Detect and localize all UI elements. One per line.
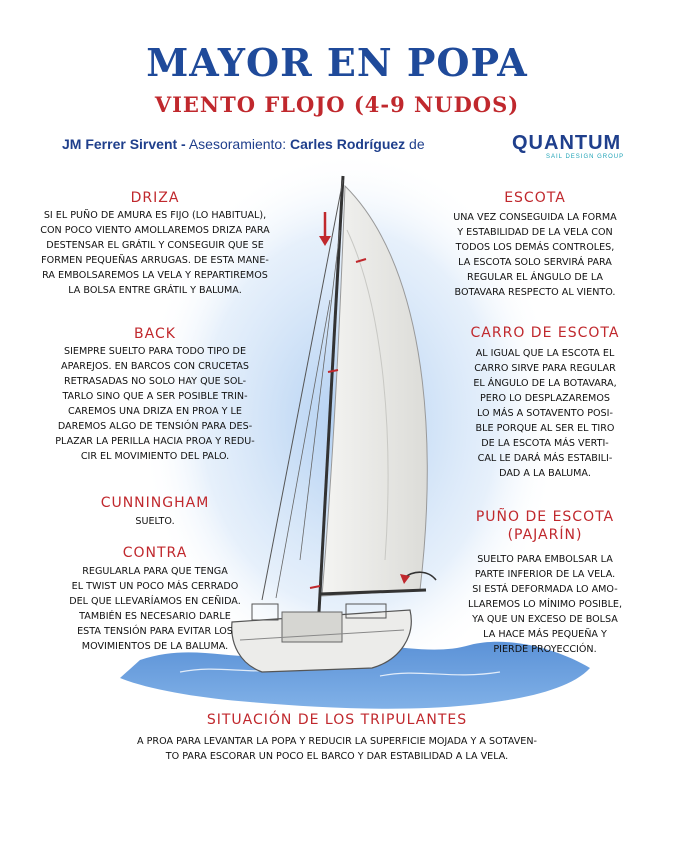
connector-text: de — [409, 136, 425, 152]
escota-body: UNA VEZ CONSEGUIDA LA FORMA Y ESTABILIDAD DE LA VELA CON TODOS LOS DEMÁS CONTROLES, LA ESCOTA SOLO SERVIRÁ PARA REGULAR EL ÁNGULO DE LA BOTAVARA RESPECTO AL VIENTO. — [453, 212, 617, 298]
driza-body: SI EL PUÑO DE AMURA ES FIJO (LO HABITUAL), CON POCO VIENTO AMOLLAREMOS DRIZA PARA DESTENSAR EL GRÁTIL Y CONSEGUIR QUE SE FORMEN PEQUEÑAS ARRUGAS. DE ESTA MANE- RA EMBOLSAREMOS LA VELA Y REPARTIREMOS LA BOLSA ENTRE GRÁTIL Y BALUMA. — [40, 210, 270, 296]
quantum-logo — [484, 128, 634, 168]
credits-line — [62, 136, 425, 152]
cockpit — [282, 612, 342, 642]
back-body: SIEMPRE SUELTO PARA TODO TIPO DE APAREJOS. EN BARCOS CON CRUCETAS RETRASADAS NO SOLO HAY QUE SOL- TARLO SINO QUE A SER POSIBLE TRIN- CAREMOS UNA DRIZA EN PROA Y LE DAREMOS ALGO DE TENSIÓN PARA DES- PLAZAR LA PERILLA HACIA PROA Y REDU- CIR EL MOVIMIENTO DEL PALO. — [55, 346, 255, 462]
advisor-name: Carles Rodríguez — [290, 136, 406, 152]
contra-title: CONTRA — [122, 545, 188, 561]
back-title: BACK — [134, 326, 176, 342]
logo-tagline: SAIL DESIGN GROUP — [546, 154, 625, 160]
page-title: MAYOR EN POPA — [146, 40, 528, 85]
tripulantes-title: SITUACIÓN DE LOS TRIPULANTES — [206, 712, 468, 728]
tripulantes-body: A PROA PARA LEVANTAR LA POPA Y REDUCIR LA SUPERFICIE MOJADA Y A SOTAVEN- TO PARA ESCORAR UN POCO EL BARCO Y DAR ESTABILIDAD A LA VELA. — [137, 736, 537, 762]
escota-title: ESCOTA — [504, 190, 566, 206]
author-name: JM Ferrer Sirvent - — [62, 136, 186, 152]
cunningham-body: SUELTO. — [135, 516, 175, 527]
page-subtitle: VIENTO FLOJO (4-9 NUDOS) — [154, 92, 520, 117]
puno-body: SUELTO PARA EMBOLSAR LA PARTE INFERIOR DE LA VELA. SI ESTÁ DEFORMADA LO AMO- LLAREMOS LO MÍNIMO POSIBLE, YA QUE UN EXCESO DE BOLSA LA HACE MÁS PEQUEÑA Y PIERDE PROYECCIÓN. — [467, 554, 623, 655]
advice-label: Asesoramiento: — [188, 136, 287, 152]
puno-title: PUÑO DE ESCOTA (PAJARÍN) — [475, 509, 615, 543]
carro-title: CARRO DE ESCOTA — [470, 325, 620, 341]
cunningham-title: CUNNINGHAM — [100, 495, 210, 511]
driza-title: DRIZA — [130, 190, 180, 206]
contra-body: REGULARLA PARA QUE TENGA EL TWIST UN POCO MÁS CERRADO DEL QUE LLEVARÍAMOS EN CEÑIDA. TAMBIÉN ES NECESARIO DARLE ESTA TENSIÓN PARA EVITAR LOS MOVIMIENTOS DE LA BALUMA. — [69, 566, 241, 652]
carro-body: AL IGUAL QUE LA ESCOTA EL CARRO SIRVE PARA REGULAR EL ÁNGULO DE LA BOTAVARA, PERO LO DESPLAZAREMOS LO MÁS A SOTAVENTO POSI- BLE PORQUE AL SER EL TIRO DE LA ESCOTA MÁS VERTI- CAL LE DARÁ MÁS ESTABILI- DAD A LA BALUMA. — [473, 348, 617, 479]
logo-wordmark: QUANTUM — [512, 132, 622, 154]
